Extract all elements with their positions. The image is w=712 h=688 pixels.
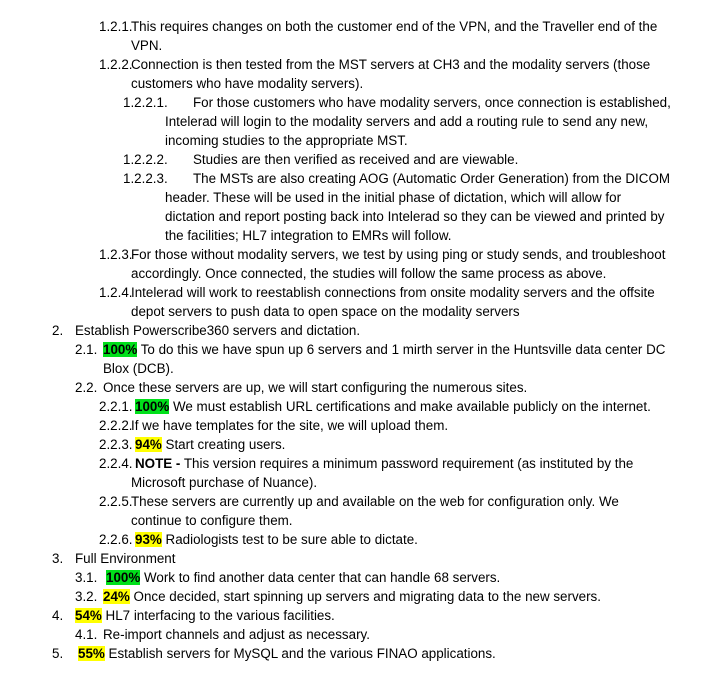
text-run: dictation and report posting back into Intelerad so they can be viewed and printed by <box>165 209 665 224</box>
text-run: accordingly. Once connected, the studies will follow the same process as above. <box>131 266 607 281</box>
list-number: 1.2.1. <box>99 19 133 34</box>
list-item-text <box>75 549 175 568</box>
text-run: Microsoft purchase of Nuance). <box>131 475 318 490</box>
text-run: Intelerad will work to reestablish connections from onsite modality servers and the offsite <box>131 285 655 300</box>
list-item-text <box>131 283 655 302</box>
list-number: 4. <box>52 608 64 623</box>
list-item-text <box>131 302 520 321</box>
list-number: 2.2.6. <box>99 532 133 547</box>
text-run: This requires changes on both the customer end of the VPN, and the Traveller end of the <box>131 19 658 34</box>
text-run: Start creating users. <box>161 437 286 452</box>
list-number: 3. <box>52 551 64 566</box>
list-item-text <box>131 264 606 283</box>
list-number: 2.2.2. <box>99 418 133 433</box>
text-run: Once decided, start spinning up servers and migrating data to the new servers. <box>129 589 601 604</box>
text-run: The MSTs are also creating AOG (Automatic Order Generation) from the DICOM <box>193 171 671 186</box>
list-number: 1.2.2.1. <box>123 95 168 110</box>
list-number: 1.2.2. <box>99 57 133 72</box>
text-run: continue to configure them. <box>131 513 293 528</box>
list-item-text <box>193 169 670 188</box>
list-item-text <box>165 112 648 131</box>
text-run: customers who have modality servers). <box>131 76 364 91</box>
list-number: 2.1. <box>75 342 98 357</box>
list-item-text <box>75 321 360 340</box>
list-item-text <box>75 606 335 625</box>
list-item-text <box>106 568 500 587</box>
list-item-text <box>165 188 621 207</box>
text-run: Full Environment <box>75 551 176 566</box>
progress-badge-partial: 93% <box>135 532 162 547</box>
text-run: Establish servers for MySQL and the various FINAO applications. <box>104 646 496 661</box>
text-run: We must establish URL certifications and make available publicly on the internet. <box>169 399 651 414</box>
list-item-text <box>193 93 671 112</box>
text-run: Once these servers are up, we will start configuring the numerous sites. <box>103 380 528 395</box>
list-number: 1.2.3. <box>99 247 133 262</box>
list-item-text <box>131 511 293 530</box>
list-item-text <box>193 150 518 169</box>
list-number: 5. <box>52 646 64 661</box>
list-item-text <box>103 625 370 644</box>
text-run: the facilities; HL7 integration to EMRs will follow. <box>165 228 452 243</box>
list-item-text <box>131 36 162 55</box>
text-run: This version requires a minimum password requirement (as instituted by the <box>180 456 634 471</box>
list-item-text <box>131 492 619 511</box>
list-item-text <box>135 397 651 416</box>
progress-badge-partial: 24% <box>103 589 130 604</box>
progress-badge-partial: 55% <box>78 646 105 661</box>
progress-badge-partial: 94% <box>135 437 162 452</box>
list-item-text <box>135 530 418 549</box>
list-number: 2.2.3. <box>99 437 133 452</box>
list-number: 2.2. <box>75 380 98 395</box>
list-number: 4.1. <box>75 627 98 642</box>
list-number: 1.2.2.3. <box>123 171 168 186</box>
text-run: Establish Powerscribe360 servers and dictation. <box>75 323 361 338</box>
list-number: 3.1. <box>75 570 98 585</box>
list-item-text <box>165 226 452 245</box>
text-run: For those customers who have modality servers, once connection is established, <box>193 95 671 110</box>
text-run: Blox (DCB). <box>103 361 174 376</box>
list-item-text <box>131 473 317 492</box>
list-item-text <box>103 378 527 397</box>
list-item-text <box>131 74 363 93</box>
list-item-text <box>131 55 650 74</box>
list-item-text <box>165 131 408 150</box>
text-run: incoming studies to the appropriate MST. <box>165 133 408 148</box>
text-run: VPN. <box>131 38 163 53</box>
text-run: depot servers to push data to open space on the modality servers <box>131 304 520 319</box>
text-run: If we have templates for the site, we will upload them. <box>131 418 449 433</box>
list-item-text <box>131 17 657 36</box>
text-run: For those without modality servers, we test by using ping or study sends, and troubleshoot <box>131 247 666 262</box>
text-run: Re-import channels and adjust as necessary. <box>103 627 370 642</box>
note-label: NOTE - <box>135 456 181 471</box>
list-item-text <box>135 454 633 473</box>
list-number: 2. <box>52 323 64 338</box>
text-run: Intelerad will login to the modality servers and add a routing rule to send any new, <box>165 114 649 129</box>
progress-badge-complete: 100% <box>103 342 138 357</box>
text-run: Radiologists test to be sure able to dictate. <box>161 532 418 547</box>
text-run: Connection is then tested from the MST servers at CH3 and the modality servers (those <box>131 57 651 72</box>
progress-badge-complete: 100% <box>135 399 170 414</box>
list-number: 3.2. <box>75 589 98 604</box>
list-item-text <box>103 587 601 606</box>
list-number: 2.2.4. <box>99 456 133 471</box>
list-item-text <box>165 207 665 226</box>
list-item-text <box>78 644 496 663</box>
progress-badge-partial: 54% <box>75 608 102 623</box>
text-run: header. These will be used in the initial phase of dictation, which will allow for <box>165 190 622 205</box>
list-number: 1.2.2.2. <box>123 152 168 167</box>
text-run: These servers are currently up and available on the web for configuration only. We <box>131 494 619 509</box>
progress-badge-complete: 100% <box>106 570 141 585</box>
list-item-text <box>135 435 285 454</box>
text-run: To do this we have spun up 6 servers and 1 mirth server in the Huntsville data center DC <box>137 342 666 357</box>
list-number: 2.2.1. <box>99 399 133 414</box>
list-item-text <box>103 359 174 378</box>
list-number: 2.2.5. <box>99 494 133 509</box>
text-run: Work to find another data center that can handle 68 servers. <box>140 570 501 585</box>
list-item-text <box>103 340 665 359</box>
list-item-text <box>131 416 448 435</box>
text-run: HL7 interfacing to the various facilities. <box>101 608 335 623</box>
list-item-text <box>131 245 665 264</box>
list-number: 1.2.4. <box>99 285 133 300</box>
text-run: Studies are then verified as received and are viewable. <box>193 152 519 167</box>
